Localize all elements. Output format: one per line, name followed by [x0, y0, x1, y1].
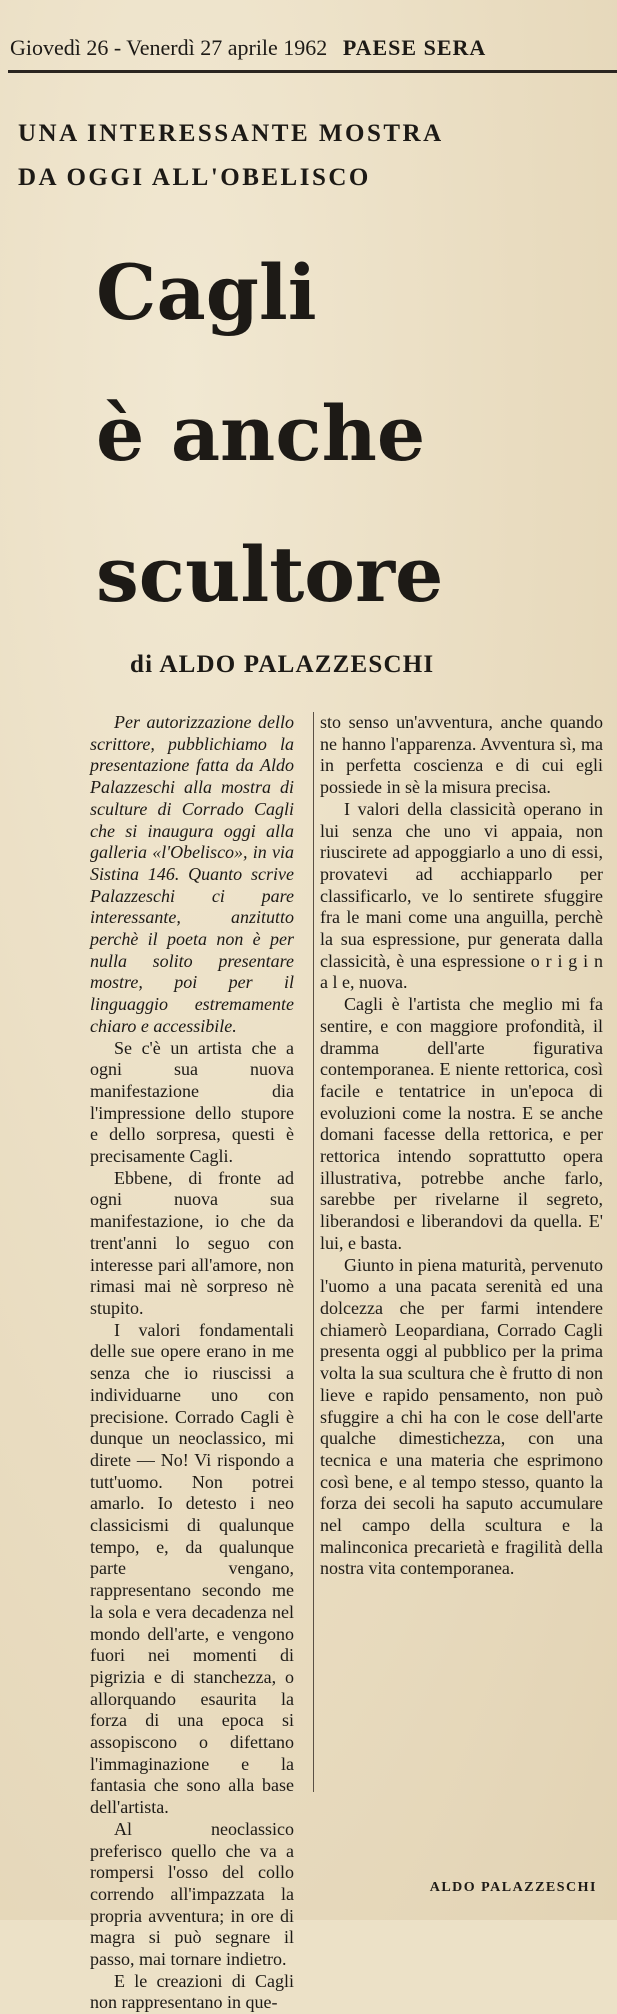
column-divider — [313, 712, 314, 1792]
article-column-right — [320, 712, 603, 1580]
author-signature: ALDO PALAZZESCHI — [429, 1880, 597, 1895]
article-column-left — [90, 712, 294, 2014]
article-paragraph: Al neoclassico preferisco quello che va a rompersi l'osso del collo correndo all'impazzata la propria avventura; in ore di magra si può segnare il passo, mai tornare indietro. — [90, 1818, 294, 1970]
article-paragraph: I valori fondamentali delle sue opere erano in me senza che io riuscissi a individuarne uno con precisione. Corrado Cagli è dunque un neoclassico, mi direte — No! Vi rispondo a tutt'uomo. Non potrei amarlo. Io detesto i neo classicismi di qualunque tempo, e, da qualunque parte vengano, rappresentano secondo me la sola e vera decadenza nel mondo dell'arte, e vengono fuori nei momenti di pigrizia e di stanchezza, o allorquando esaurita la forza di una epoca si assopiscono o difettano l'immaginazione e la fantasia che sono alla base dell'artista. — [90, 1319, 294, 1818]
article-paragraph: sto senso un'avventura, anche quando ne hanno l'apparenza. Avventura sì, ma in perfetta coscienza e di cui egli possiede in sè la misura precisa. — [320, 712, 603, 798]
headline — [96, 222, 606, 645]
headline-line: scultore — [96, 530, 444, 619]
issue-date: Giovedì 26 - Venerdì 27 aprile 1962 — [10, 35, 328, 60]
article-paragraph: E le creazioni di Cagli non rappresentano in que- — [90, 1970, 294, 2013]
header-rule — [8, 70, 617, 73]
dateline — [10, 30, 617, 66]
article-paragraph: I valori della classicità operano in lui senza che uno vi appaia, non riuscirete ad appoggiarlo a uno di essi, provatevi ad acchiapparlo per classificarlo, ve lo sentirete sfuggire fra le mani come una anguilla, perchè la sua espressione, pur generata dalla classicità, è una espressione o r i g i n a l e, nuova. — [320, 798, 603, 993]
article-paragraph: Giunto in piena maturità, pervenuto l'uomo a una pacata serenità ed una dolcezza che per farmi intendere chiamerò Leopardiana, Corrado Cagli presenta oggi al pubblico per la prima volta la sua scultura che è frutto di non lieve e rapido pensamento, non può sfuggire a chi ha con le cose dell'arte qualche dimestichezza, con una tecnica e una materia che esprimono così bene, e al tempo stesso, quanto la forza dei secoli ha saputo accumulare nel campo della scultura e la malinconica precarietà e fragilità della nostra vita contemporanea. — [320, 1254, 603, 1579]
newspaper-name: PAESE SERA — [342, 35, 487, 60]
kicker-line: UNA INTERESSANTE MOSTRA — [18, 120, 444, 147]
editor-intro: Per autorizzazione dello scrittore, pubblichiamo la presentazione fatta da Aldo Palazzeschi alla mostra di sculture di Corrado Cagli che si inaugura oggi alla galleria «l'Obelisco», in via Sistina 146. Quanto scrive Palazzeschi ci pare interessante, anzitutto perchè il poeta non è per nulla solito presentare mostre, poi per il linguaggio estremamente chiaro e accessibile. — [90, 712, 294, 1036]
article-paragraph: Se c'è un artista che a ogni sua nuova manifestazione dia l'impressione dello stupore e dello sorpresa, questi è precisamente Cagli. — [90, 1037, 294, 1167]
byline: di ALDO PALAZZESCHI — [130, 651, 435, 678]
kicker-line: DA OGGI ALL'OBELISCO — [18, 164, 371, 191]
headline-line: è anche — [96, 389, 426, 478]
headline-line: Cagli — [96, 248, 317, 337]
article-paragraph: Cagli è l'artista che meglio mi fa sentire, e con maggiore profondità, il dramma dell'arte figurativa contemporanea. E niente rettorica, così facile e tentatrice in un'epoca di evoluzioni come la nostra. E se anche domani facesse della rettorica, e per rettorica intendo soprattutto opera illustrativa, potrebbe anche farlo, sarebbe per rivelarne il segreto, liberandosi e liberandovi da quella. E' lui, e basta. — [320, 994, 603, 1253]
kicker — [18, 112, 578, 200]
article-paragraph: Ebbene, di fronte ad ogni nuova sua manifestazione, io che da trent'anni lo seguo con interesse pari all'amore, non rimasi mai nè sorpreso nè stupito. — [90, 1167, 294, 1318]
